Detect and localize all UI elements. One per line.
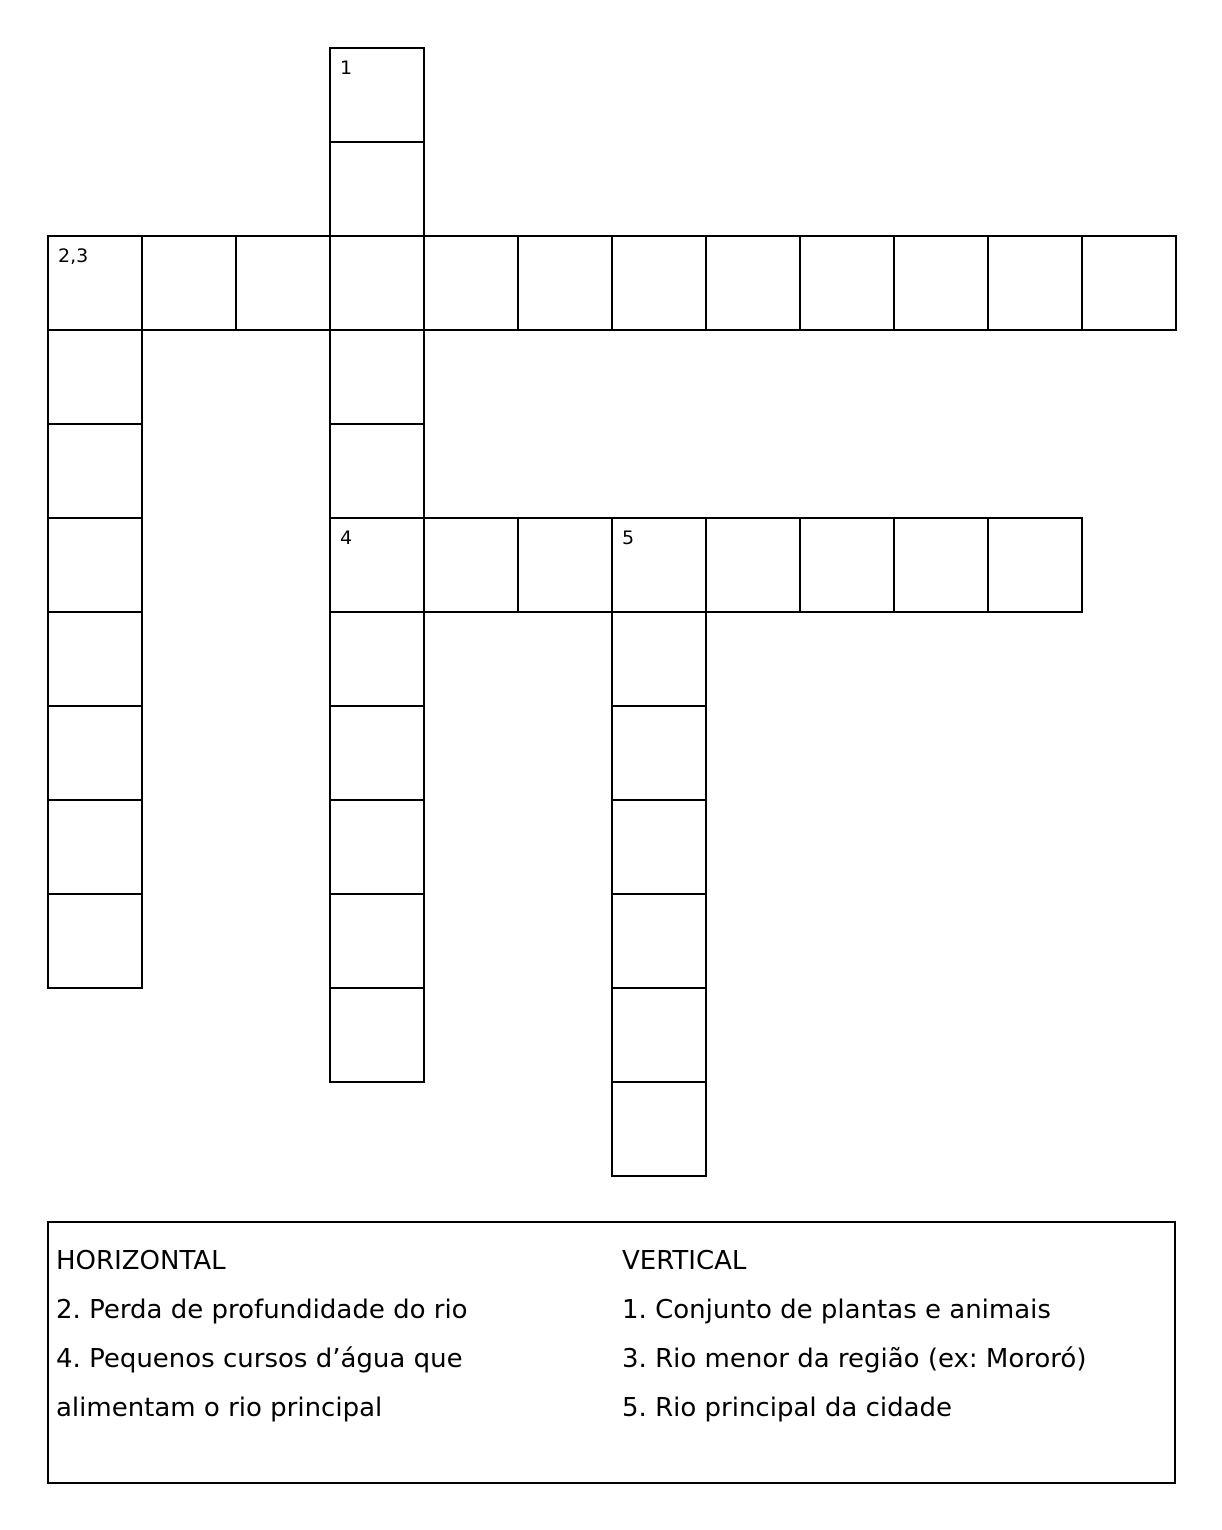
clue-number: 2,3 bbox=[58, 245, 89, 267]
crossword-cell[interactable] bbox=[423, 517, 519, 613]
crossword-cell[interactable] bbox=[329, 611, 425, 707]
crossword-cell[interactable] bbox=[799, 235, 895, 331]
crossword-cell[interactable] bbox=[329, 893, 425, 989]
crossword-cell[interactable] bbox=[47, 893, 143, 989]
crossword-cell[interactable] bbox=[47, 705, 143, 801]
crossword-cell[interactable] bbox=[987, 517, 1083, 613]
crossword-cell[interactable] bbox=[47, 517, 143, 613]
crossword-cell[interactable] bbox=[329, 47, 425, 143]
horizontal-clue-4-continued: alimentam o rio principal bbox=[56, 1393, 383, 1423]
crossword-cell[interactable] bbox=[47, 235, 143, 331]
horizontal-clue-4: 4. Pequenos cursos d’água que bbox=[56, 1344, 463, 1374]
crossword-cell[interactable] bbox=[329, 987, 425, 1083]
vertical-heading: VERTICAL bbox=[622, 1246, 747, 1276]
crossword-cell[interactable] bbox=[329, 517, 425, 613]
crossword-cell[interactable] bbox=[705, 235, 801, 331]
crossword-cell[interactable] bbox=[329, 705, 425, 801]
crossword-cell[interactable] bbox=[47, 329, 143, 425]
vertical-clues bbox=[622, 1237, 1172, 1433]
crossword-cell[interactable] bbox=[329, 329, 425, 425]
vertical-clue-1: 1. Conjunto de plantas e animais bbox=[622, 1295, 1051, 1325]
horizontal-clues bbox=[56, 1237, 596, 1433]
crossword-cell[interactable] bbox=[611, 517, 707, 613]
crossword-cell[interactable] bbox=[611, 235, 707, 331]
crossword-cell[interactable] bbox=[329, 423, 425, 519]
crossword-cell[interactable] bbox=[611, 893, 707, 989]
crossword-cell[interactable] bbox=[329, 141, 425, 237]
crossword-cell[interactable] bbox=[47, 799, 143, 895]
crossword-cell[interactable] bbox=[705, 517, 801, 613]
vertical-clue-3: 3. Rio menor da região (ex: Mororó) bbox=[622, 1344, 1087, 1374]
crossword-cell[interactable] bbox=[517, 235, 613, 331]
crossword-cell[interactable] bbox=[47, 611, 143, 707]
crossword-cell[interactable] bbox=[235, 235, 331, 331]
vertical-clue-5: 5. Rio principal da cidade bbox=[622, 1393, 953, 1423]
crossword-cell[interactable] bbox=[329, 799, 425, 895]
crossword-cell[interactable] bbox=[611, 799, 707, 895]
clue-number: 1 bbox=[340, 57, 353, 79]
clues-box bbox=[47, 1221, 1176, 1484]
horizontal-clue-2: 2. Perda de profundidade do rio bbox=[56, 1295, 468, 1325]
crossword-cell[interactable] bbox=[611, 611, 707, 707]
crossword-cell[interactable] bbox=[141, 235, 237, 331]
horizontal-heading: HORIZONTAL bbox=[56, 1246, 226, 1276]
crossword-cell[interactable] bbox=[799, 517, 895, 613]
crossword-cell[interactable] bbox=[611, 705, 707, 801]
clue-number: 4 bbox=[340, 527, 353, 549]
crossword-cell[interactable] bbox=[517, 517, 613, 613]
crossword-cell[interactable] bbox=[47, 423, 143, 519]
crossword-cell[interactable] bbox=[329, 235, 425, 331]
crossword-cell[interactable] bbox=[1081, 235, 1177, 331]
clue-number: 5 bbox=[622, 527, 635, 549]
crossword-cell[interactable] bbox=[611, 1081, 707, 1177]
crossword-cell[interactable] bbox=[893, 517, 989, 613]
crossword-cell[interactable] bbox=[423, 235, 519, 331]
crossword-cell[interactable] bbox=[893, 235, 989, 331]
crossword-cell[interactable] bbox=[611, 987, 707, 1083]
crossword-cell[interactable] bbox=[987, 235, 1083, 331]
